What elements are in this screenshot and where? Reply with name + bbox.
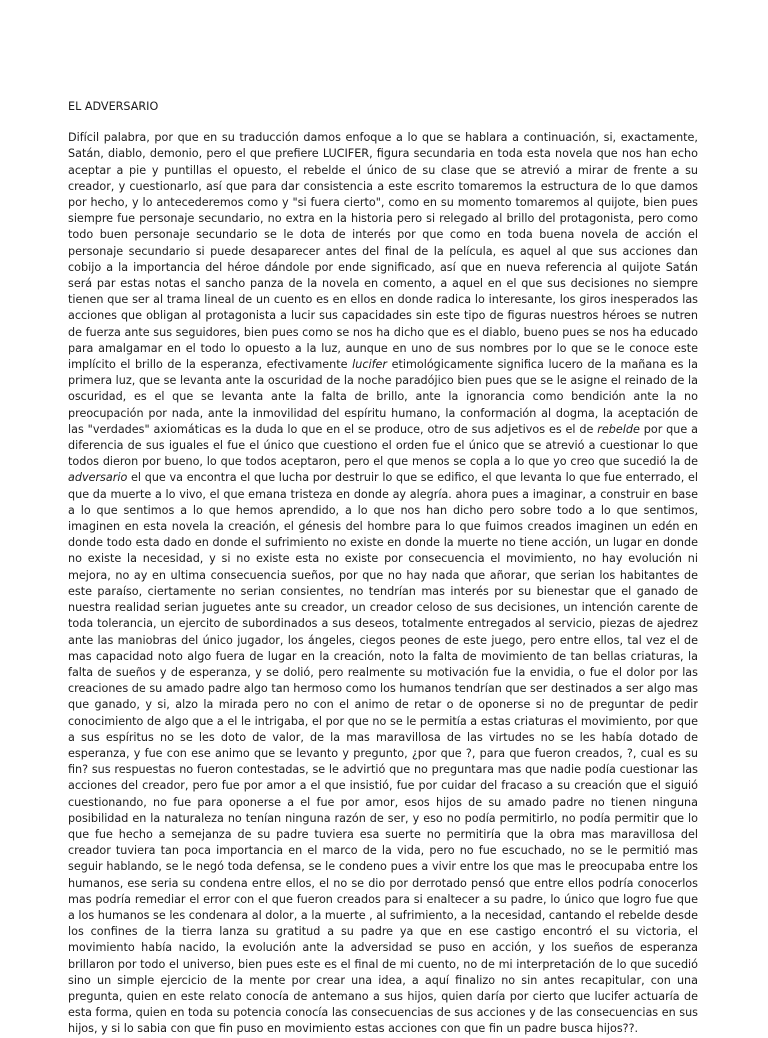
- document-page: [68, 99, 698, 1038]
- body-segment-italic: adversario: [68, 471, 128, 485]
- body-segment: el que va encontra el que lucha por destruir lo que se edifico, el que levanta lo que fue enterrado, el que da muerte a lo vivo, el que emana tristeza en donde ay alegría. ahora pues a imaginar, a construir en base a lo que sentimos a lo que hemos aprendido, a lo que nos han dicho pero sobre todo a lo que sentimos, imaginen en esta novela la creación, el génesis del hombre para lo que fuimos creados imaginen un edén en donde todo esta dado en donde el sufrimiento no existe en donde la muerte no tiene acción, un lugar en donde no existe la necesidad, y si no existe esta no existe por consecuencia el movimiento, no hay evolución ni mejora, no ay en ultima consecuencia sueños, por que no hay nada que añorar, que serian los habitantes de este paraíso, ciertamente no serian consientes, no tendrían mas interés por su bienestar que el ganado de nuestra realidad serian juguetes ante su creador, un creador celoso de sus decisiones, un intención carente de toda tolerancia, un ejercito de subordinados a sus deseos, totalmente entregados al servicio, piezas de ajedrez ante las maniobras del único jugador, los ángeles, ciegos peones de este juego, pero entre ellos, tal vez el de mas capacidad noto algo fuera de lugar en la creación, noto la falta de movimiento de tan bellas criaturas, la falta de sueños y de esperanza, y se dolió, pero realmente su motivación fue la envidia, o fue el dolor por las creaciones de su amado padre algo tan hermoso como los humanos tendrían que ser destinados a ser algo mas que ganado, y si, alzo la mirada pero no con el animo de retar o de oponerse si no de preguntar de pedir conocimiento de algo que a el le intrigaba, el por que no se le permitía a estas criaturas el movimiento, por que a sus espíritus no se les doto de valor, de la mas maravillosa de las virtudes no se les había dotado de esperanza, y fue con ese animo que se levanto y pregunto, ¿por que ?, para que fueron creados, ?, cual es su fin? sus respuestas no fueron contestadas, se le advirtió que no preguntara mas que nadie podía cuestionar las acciones del creador, pero fue por amor a el que insistió, fue por cuidar del fracaso a su creación que el siguió cuestionando, no fue para oponerse a el fue por amor, esos hijos de su amado padre no tienen ninguna posibilidad en la naturaleza no tenían ninguna razón de ser, y eso no podía permitirlo, no podía permitir que lo que fue hecho a semejanza de su padre tuviera esa suerte no permitiría que la obra mas maravillosa del creador tuviera tan poca importancia en el marco de la vida, pero no fue escuchado, no se le permitió mas seguir hablando, se le negó toda defensa, se le condeno pues a vivir entre los que mas le preocupaba entre los humanos, ese seria su condena entre ellos, el no se dio por derrotado pensó que entre ellos podría conocerlos mas podría remediar el error con el que fueron creados para si enaltecer a su padre, lo único que logro fue que a los humanos se les condenara al dolor, a la muerte , al sufrimiento, a la necesidad, cantando el rebelde desde los confines de la tierra lanza su gratitud a su padre ya que en ese castigo encontró el su victoria, el movimiento había nacido, la evolución ante la adversidad se puso en acción, y los sueños de esperanza brillaron por todo el universo, bien pues este es el final de mi cuento, no de mi interpretación de lo que sucedió sino un simple ejercicio de la mente por crear una idea, a aquí finalizo no sin antes recapitular, con una pregunta, quien en este relato conocía de antemano a sus hijos, quien daría por cierto que lucifer actuaría de esta forma, quien en toda su potencia conocía las consecuencias de sus acciones y de las consecuencias en sus hijos, y si lo sabia con que fin puso en movimiento estas acciones con que fin un padre busca hijos??.: [68, 471, 698, 1036]
- document-body: [68, 130, 698, 1037]
- body-segment-italic: rebelde: [597, 422, 640, 436]
- body-segment: Difícil palabra, por que en su traducción damos enfoque a lo que se hablara a continuación, si, exactamente, Satán, diablo, demonio, pero el que prefiere LUCIFER, figura secundaria en toda esta novela que nos han echo aceptar a pie y puntillas el opuesto, el rebelde el único de su clase que se atrevió a mirar de frente a su creador, y cuestionarlo, así que para dar consistencia a este escrito tomaremos la estructura de lo que damos por hecho, y lo antecederemos como y "si fuera cierto", como en su momento tomaremos al quijote, bien pues siempre fue personaje secundario, no extra en la historia pero si relegado al brillo del protagonista, pero como todo buen personaje secundario se le dota de interés por que como en toda buena novela de acción el personaje secundario si puede desaparecer antes del final de la película, es aquel al que sus acciones dan cobijo a la importancia del héroe dándole por ende significado, así que en nueva referencia al quijote Satán será par estas notas el sancho panza de la novela en comento, a aquel en el que sus decisiones no siempre tienen que ser al trama lineal de un cuento es en ellos en donde radica lo interesante, los giros inesperados las acciones que obligan al protagonista a lucir sus capacidades sin este tipo de figuras nuestros héroes se nutren de fuerza ante sus seguidores, bien pues como se nos ha dicho que es el diablo, bueno pues se nos ha educado para amalgamar en el todo lo opuesto a la luz, aunque en uno de sus nombres por lo que se le conoce este implícito el brillo de la esperanza, efectivamente: [68, 131, 698, 372]
- document-title: EL ADVERSARIO: [68, 100, 159, 113]
- body-segment: por que a diferencia de sus iguales el fue el único que cuestiono el orden fue el único que se atrevió a cuestionar lo que todos dieron por bueno, lo que todos aceptaron, pero el que menos se copla a lo que yo creo que sucedió la de: [68, 422, 698, 469]
- body-segment: etimológicamente significa lucero de la mañana es la primera luz, que se levanta ante la oscuridad de la noche paradójico bien pues que se le asigne el reinado de la oscuridad, es el que se levanta ante la falta de brillo, ante la ignorancia como bendición ante la no preocupación por nada, ante la inmovilidad del espíritu humano, la conformación al dogma, la aceptación de las "verdades" axiomáticas es la duda lo que en el se produce, otro de sus adjetivos es el de: [68, 358, 699, 436]
- body-segment-italic: lucifer: [352, 358, 388, 372]
